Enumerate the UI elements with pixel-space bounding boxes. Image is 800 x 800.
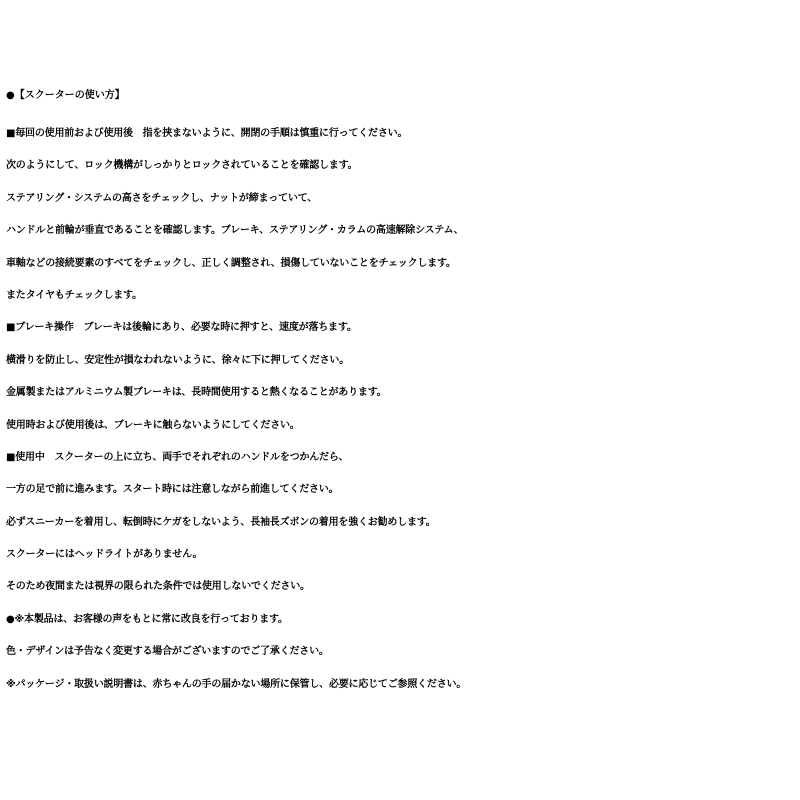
text-line: 必ずスニーカーを着用し、転倒時にケガをしないよう、長袖長ズボンの着用を強くお勧めします。 — [6, 516, 436, 528]
text-line: 一方の足で前に進みます。スタート時には注意しながら前進してください。 — [6, 484, 339, 496]
text-line: ●※本製品は、お客様の声をもとに常に改良を行っております。 — [6, 613, 288, 625]
instructions-document — [6, 84, 798, 701]
text-line: ■使用中 スクーターの上に立ち、両手でそれぞれのハンドルをつかんだら、 — [6, 451, 349, 463]
text-line: そのため夜間または視界の限られた条件では使用しないでください。 — [6, 581, 310, 593]
text-line: ハンドルと前輪が垂直であることを確認します。ブレーキ、ステアリング・カラムの高速解除システム、 — [6, 225, 464, 237]
text-line: ※パッケージ・取扱い説明書は、赤ちゃんの手の届かない場所に保管し、必要に応じてご参照ください。 — [6, 678, 467, 690]
text-line: ステアリング・システムの高さをチェックし、ナットが締まっていて、 — [6, 192, 318, 204]
text-line: またタイヤもチェックします。 — [6, 289, 142, 301]
text-line: 車軸などの接続要素のすべてをチェックし、正しく調整され、損傷していないことをチェックします。 — [6, 257, 456, 269]
text-line: スクーターにはヘッドライトがありません。 — [6, 549, 203, 561]
text-line: 色・デザインは予告なく変更する場合がございますのでご了承ください。 — [6, 646, 329, 658]
text-line: 横滑りを防止し、安定性が損なわれないように、徐々に下に押してください。 — [6, 354, 349, 366]
text-line: ■ブレーキ操作 ブレーキは後輪にあり、必要な時に押すと、速度が落ちます。 — [6, 322, 357, 334]
text-line: 使用時および使用後は、ブレーキに触らないようにしてください。 — [6, 419, 300, 431]
document-title: ●【スクーターの使い方】 — [6, 90, 125, 101]
text-line: 金属製またはアルミニウム製ブレーキは、長時間使用すると熱くなることがあります。 — [6, 387, 387, 399]
text-line: 次のようにして、ロック機構がしっかりとロックされていることを確認します。 — [6, 160, 358, 172]
text-line: ■毎回の使用前および使用後 指を挟まないように、開閉の手順は慎重に行ってください。 — [6, 128, 408, 139]
